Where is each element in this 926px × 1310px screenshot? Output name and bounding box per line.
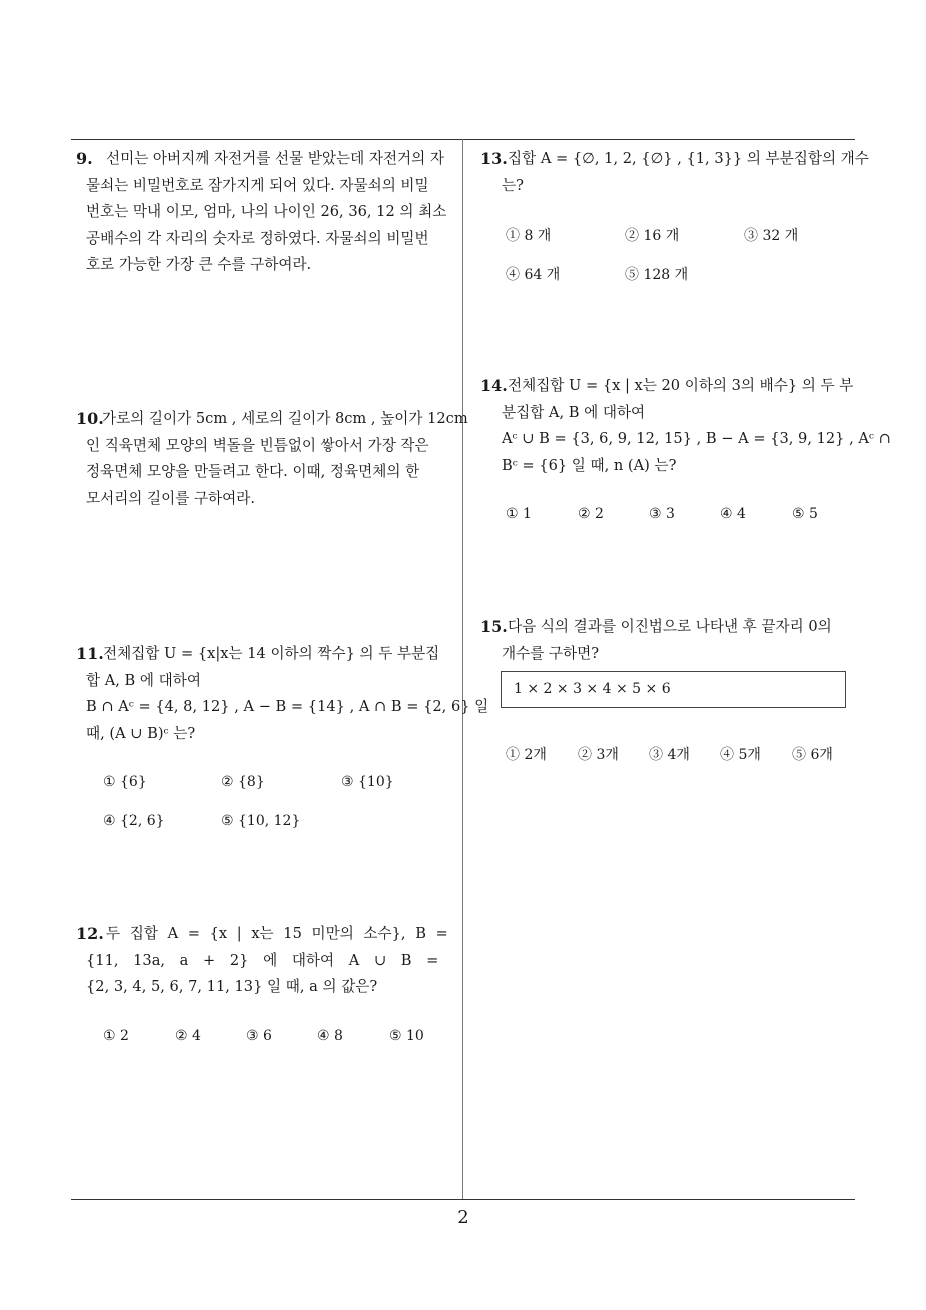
- choice-2[interactable]: ② 3개: [578, 747, 619, 763]
- choice-1[interactable]: ① 2: [103, 1028, 129, 1044]
- question-15: [480, 614, 860, 667]
- question-14: [480, 373, 891, 479]
- question-text-line: 모서리의 길이를 구하여라.: [86, 489, 255, 507]
- choice-2[interactable]: ② 2: [578, 506, 604, 522]
- choice-2[interactable]: ② 16 개: [625, 228, 680, 244]
- question-number: 11.: [76, 644, 104, 663]
- question-text-line: 번호는 막내 이모, 엄마, 나의 나이인 26, 36, 12 의 최소: [86, 203, 447, 220]
- question-text-line: 가로의 길이가 5cm , 세로의 길이가 8cm , 높이가 12cm: [102, 410, 468, 427]
- choice-1[interactable]: ① 8 개: [506, 228, 552, 244]
- choice-5[interactable]: ⑤ {10, 12}: [221, 813, 301, 829]
- question-text-line: 정육면체 모양을 만들려고 한다. 이때, 정육면체의 한: [86, 463, 420, 480]
- choice-3[interactable]: ③ 6: [246, 1028, 272, 1044]
- choice-1[interactable]: ① 2개: [506, 747, 547, 763]
- question-number: 14.: [480, 376, 508, 395]
- expression-box: 1 × 2 × 3 × 4 × 5 × 6: [501, 671, 846, 708]
- question-12: [76, 921, 460, 1001]
- choice-3[interactable]: ③ 3: [649, 506, 675, 522]
- question-text-line: 는?: [502, 176, 524, 194]
- question-text-line: 두 집합 A = {x | x는 15 미만의 소수}, B =: [106, 925, 448, 942]
- question-number: 10.: [76, 409, 104, 428]
- choice-5[interactable]: ⑤ 10: [389, 1028, 424, 1044]
- choice-5[interactable]: ⑤ 128 개: [625, 267, 689, 283]
- choice-4[interactable]: ④ {2, 6}: [103, 813, 165, 829]
- choice-1[interactable]: ① {6}: [103, 774, 147, 790]
- question-text-line: 집합 A = {∅, 1, 2, {∅} , {1, 3}} 의 부분집합의 개수: [508, 150, 869, 167]
- column-divider: [462, 139, 463, 1200]
- question-text-line: 전체집합 U = {x|x는 14 이하의 짝수} 의 두 부분집: [103, 645, 440, 662]
- choice-3[interactable]: ③ 32 개: [744, 228, 799, 244]
- question-13: [480, 146, 869, 199]
- question-text-line: Aᶜ ∪ B = {3, 6, 9, 12, 15} , B − A = {3, 9, 12} , Aᶜ ∩: [502, 430, 891, 447]
- page-number: 2: [457, 1207, 469, 1228]
- question-text-line: B ∩ Aᶜ = {4, 8, 12} , A − B = {14} , A ∩ B = {2, 6} 일: [86, 698, 489, 715]
- question-text-line: 선미는 아버지께 자전거를 선물 받았는데 자전거의 자: [106, 150, 444, 167]
- question-text-line: 인 직육면체 모양의 벽돌을 빈틈없이 쌓아서 가장 작은: [86, 436, 429, 454]
- choice-2[interactable]: ② {8}: [221, 774, 265, 790]
- question-9: [76, 146, 460, 279]
- question-text-line: Bᶜ = {6} 일 때, n (A) 는?: [502, 456, 677, 474]
- question-text-line: 전체집합 U = {x | x는 20 이하의 3의 배수} 의 두 부: [508, 377, 854, 394]
- question-11: [76, 641, 489, 747]
- question-number: 12.: [76, 924, 104, 943]
- choice-4[interactable]: ④ 8: [317, 1028, 343, 1044]
- choice-4[interactable]: ④ 64 개: [506, 267, 561, 283]
- choice-4[interactable]: ④ 5개: [720, 747, 761, 763]
- choice-3[interactable]: ③ 4개: [649, 747, 690, 763]
- question-10: [76, 406, 468, 512]
- choice-3[interactable]: ③ {10}: [341, 774, 394, 790]
- choice-4[interactable]: ④ 4: [720, 506, 746, 522]
- question-text-line: 분집합 A, B 에 대하여: [502, 403, 646, 421]
- choice-2[interactable]: ② 4: [175, 1028, 201, 1044]
- question-number: 9.: [76, 149, 93, 168]
- question-text-line: 호로 가능한 가장 큰 수를 구하여라.: [86, 256, 312, 273]
- question-number: 15.: [480, 617, 508, 636]
- bottom-rule: [71, 1199, 855, 1200]
- choice-5[interactable]: ⑤ 6개: [792, 747, 833, 763]
- choice-1[interactable]: ① 1: [506, 506, 532, 522]
- question-number: 13.: [480, 149, 508, 168]
- question-text-line: 다음 식의 결과를 이진법으로 나타낸 후 끝자리 0의: [508, 618, 832, 635]
- choice-5[interactable]: ⑤ 5: [792, 506, 818, 522]
- question-text-line: 때, (A ∪ B)ᶜ 는?: [86, 724, 196, 742]
- question-text-line: 개수를 구하면?: [502, 644, 600, 662]
- question-text-line: {2, 3, 4, 5, 6, 7, 11, 13} 일 때, a 의 값은?: [86, 978, 378, 995]
- question-text-line: 공배수의 각 자리의 숫자로 정하였다. 자물쇠의 비밀번: [86, 229, 429, 247]
- question-text-line: 합 A, B 에 대하여: [86, 671, 201, 689]
- question-text-line: 물쇠는 비밀번호로 잠가지게 되어 있다. 자물쇠의 비밀: [86, 176, 429, 194]
- question-text-line: {11, 13a, a + 2} 에 대하여 A ∪ B =: [86, 951, 439, 969]
